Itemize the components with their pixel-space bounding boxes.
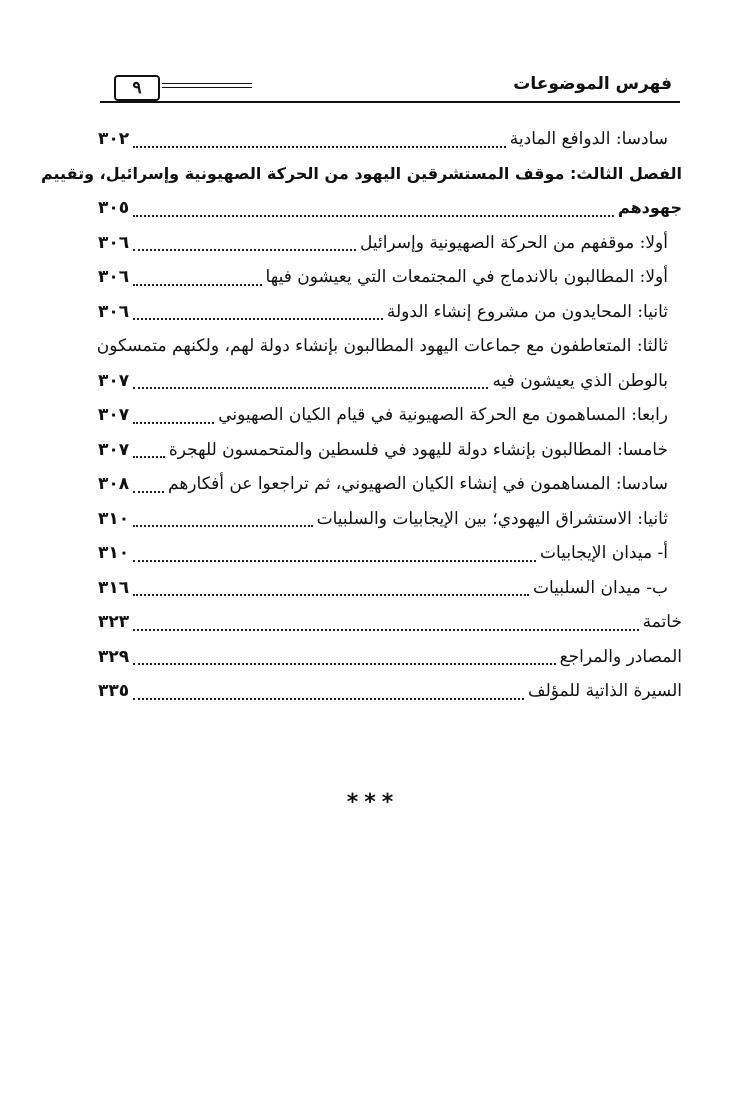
toc-entry-page: ٣٠٢ <box>98 129 130 149</box>
toc-row <box>40 157 682 192</box>
toc-row <box>98 536 682 571</box>
dot-leader <box>133 662 555 665</box>
toc-row <box>98 605 682 640</box>
toc-entry-title: أولا: المطالبون بالاندماج في المجتمعات التي يعيشون فيها <box>265 267 668 287</box>
toc-entry-page: ٣٠٦ <box>98 267 130 287</box>
toc-row <box>98 467 682 502</box>
toc-row <box>98 502 682 537</box>
toc-entry-page: ٣٠٧ <box>98 439 130 460</box>
toc-entry-title: السيرة الذاتية للمؤلف <box>527 681 682 701</box>
toc-row <box>98 260 682 295</box>
dot-leader <box>133 524 312 527</box>
dot-leader <box>133 455 165 458</box>
dot-leader <box>133 283 261 286</box>
dot-leader <box>133 559 536 562</box>
dot-leader <box>133 317 383 320</box>
toc-entry-page: ٣٠٦ <box>98 232 130 253</box>
header-title: فهرس الموضوعات <box>513 74 672 94</box>
toc-entry-title: أ- ميدان الإيجابيات <box>540 543 668 563</box>
toc-row <box>98 191 682 226</box>
toc-entry-title: خامسا: المطالبون بإنشاء دولة لليهود في فلسطين والمتحمسون للهجرة <box>168 439 668 460</box>
dot-leader <box>133 593 529 596</box>
toc-entry-title: جهودهم <box>618 198 682 217</box>
toc-entry-page: ٣٢٩ <box>98 646 130 667</box>
toc-entry-title: خاتمة <box>642 612 682 632</box>
toc-row <box>98 329 682 364</box>
toc-row <box>98 226 682 261</box>
toc-entry-title: سادسا: المساهمون في إنشاء الكيان الصهيوني، ثم تراجعوا عن أفكارهم <box>168 474 668 494</box>
header-rule <box>100 101 680 103</box>
toc-row <box>98 433 682 468</box>
dot-leader <box>133 421 214 424</box>
toc-entry-page: ٣١٦ <box>98 577 130 598</box>
toc-entry-page: ٣٠٧ <box>98 370 130 391</box>
toc-entry-page: ٣٣٥ <box>98 681 130 701</box>
toc-entry-page: ٣٠٨ <box>98 474 130 494</box>
dot-leader <box>133 248 356 251</box>
dot-leader <box>133 697 524 700</box>
toc-entry-title: الفصل الثالث: موقف المستشرقين اليهود من الحركة الصهيونية وإسرائيل، وتقييم <box>40 163 682 183</box>
toc-entry-page: ٣٢٣ <box>98 612 130 632</box>
toc-entry-page: ٣١٠ <box>98 508 130 529</box>
toc-entry-title: سادسا: الدوافع المادية <box>509 129 668 149</box>
closing-ornament: *** <box>346 790 400 815</box>
toc-row <box>98 122 682 157</box>
page-number-box: ٩ <box>114 75 160 101</box>
page-header <box>100 72 680 104</box>
toc-row <box>98 364 682 399</box>
dot-leader <box>133 628 638 631</box>
dot-leader <box>133 386 488 389</box>
toc-entry-title: ثالثا: المتعاطفون مع جماعات اليهود المطالبون بإنشاء دولة لهم، ولكنهم متمسكون <box>96 336 668 356</box>
table-of-contents <box>40 122 682 709</box>
toc-entry-title: ب- ميدان السلبيات <box>532 577 668 598</box>
toc-row <box>98 674 682 709</box>
toc-row <box>98 398 682 433</box>
toc-entry-page: ٣٠٥ <box>98 198 130 218</box>
header-double-rule <box>162 83 252 88</box>
toc-entry-title: المصادر والمراجع <box>559 646 682 667</box>
toc-row <box>98 295 682 330</box>
toc-entry-page: ٣٠٧ <box>98 405 130 425</box>
dot-leader <box>133 214 614 217</box>
toc-entry-title: أولا: موقفهم من الحركة الصهيونية وإسرائيل <box>359 232 668 253</box>
toc-entry-page: ٣٠٦ <box>98 301 130 322</box>
toc-entry-page: ٣١٠ <box>98 543 130 563</box>
dot-leader <box>133 145 506 148</box>
toc-row <box>98 571 682 606</box>
toc-entry-title: بالوطن الذي يعيشون فيه <box>492 370 668 391</box>
toc-row <box>98 640 682 675</box>
toc-entry-title: ثانيا: الاستشراق اليهودي؛ بين الإيجابيات والسلبيات <box>316 508 668 529</box>
toc-entry-title: ثانيا: المحايدون من مشروع إنشاء الدولة <box>386 301 668 322</box>
dot-leader <box>133 490 164 493</box>
toc-entry-title: رابعا: المساهمون مع الحركة الصهيونية في قيام الكيان الصهيوني <box>218 405 668 425</box>
